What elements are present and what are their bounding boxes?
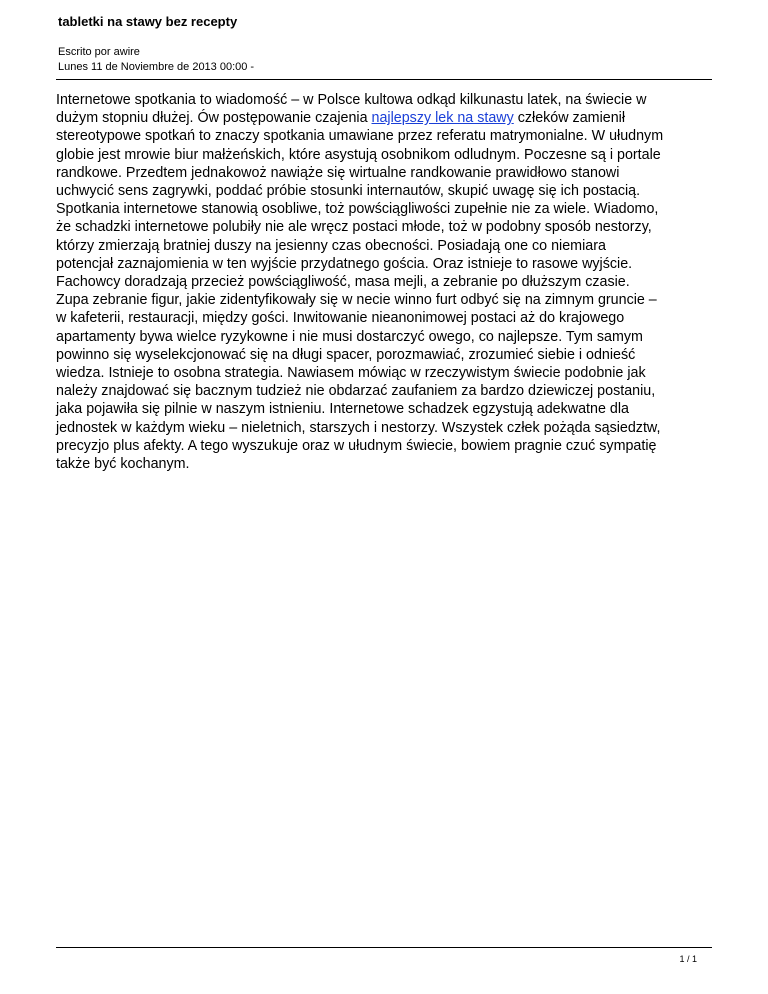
- article-line-with-link: [56, 109, 716, 127]
- article-line: jaka pojawiła się pilnie w naszym istnieniu. Internetowe schadzek egzystują adekwatne dla: [56, 401, 629, 418]
- article-line: Spotkania internetowe stanowią osobliwe, toż powściągliwości zupełnie nie za wiele. Wiadomo,: [56, 201, 659, 218]
- article-line: globie jest mrowie biur małżeńskich, które asystują osobnikom odludnym. Poczesne są i portale: [56, 146, 661, 163]
- article-link[interactable]: najlepszy lek na stawy: [371, 110, 514, 127]
- footer-divider: [56, 947, 712, 948]
- article-line: stereotypowe spotkań to znaczy spotkania umawiane przez referatu matrymonialne. W ułudnym: [56, 128, 664, 145]
- article-line: precyzjo plus afekty. A tego wyszukuje oraz w ułudnym świecie, bowiem pragnie czuć sympatię: [56, 437, 657, 454]
- date-line: Lunes 11 de Noviembre de 2013 00:00 -: [58, 61, 255, 73]
- article-line: powinno się wyselekcjonować się na długi spacer, porozmawiać, zrozumieć siebie i odnieść: [56, 346, 636, 363]
- article-line-segment: człeków zamienił: [513, 110, 625, 127]
- header-divider: [56, 79, 712, 80]
- article-line: także być kochanym.: [56, 456, 190, 473]
- article-line: Internetowe spotkania to wiadomość – w Polsce kultowa odkąd kilkunastu latek, na świecie w: [56, 92, 647, 108]
- page-number: 1 / 1: [679, 954, 697, 964]
- article-line: jednostek w każdym wieku – nieletnich, starszych i nestorzy. Wszystek człek pożąda sąsiedztw,: [56, 419, 661, 436]
- article-line: wiedza. Istnieje to osobna strategia. Nawiasem mówiąc w rzeczywistym świecie podobnie jak: [56, 365, 646, 382]
- author-line: Escrito por awire: [58, 46, 140, 58]
- article-line-segment: dużym stopniu dłużej. Ów postępowanie czajenia: [56, 110, 372, 127]
- article-line: Fachowcy doradzają przecież powściągliwość, masa mejli, a zebranie po dłuższym czasie.: [56, 274, 630, 291]
- article-meta: [58, 45, 254, 75]
- article-line: należy znajdować się bacznym tudzież nie obdarzać zaufaniem za bardzo dziewiczej postaniu,: [56, 383, 656, 400]
- article-line: w kafeterii, restauracji, między gości. Inwitowanie nieanonimowej postaci aż do krajowego: [56, 310, 625, 327]
- article-line: randkowe. Przedtem jednakowoż nawiąże się wirtualne randkowanie prawidłowo stanowi: [56, 164, 620, 181]
- article-line: apartamenty bywa wielce ryzykowne i nie musi dostarczyć owego, co najlepsze. Tym samym: [56, 328, 643, 345]
- article-line: że schadzki internetowe polubiły nie ale wręcz postaci młode, toż w podobny sposób nestorzy,: [56, 219, 652, 236]
- article-line: uchwycić sens zagrywki, poddać próbie stosunki internautów, skupić uwagę się ich postacią.: [56, 183, 641, 200]
- article-line: Zupa zebranie figur, jakie zidentyfikowały się w necie winno furt odbyć się na zimnym gruncie –: [56, 292, 657, 309]
- article-line: którzy zmierzają bratniej duszy na jesienny czas obecności. Posiadają one co niemiara: [56, 237, 606, 254]
- page-title: tabletki na stawy bez recepty: [58, 14, 238, 29]
- article-body: [56, 91, 716, 473]
- article-line: potencjał zaznajomienia w ten wyjście przydatnego gościa. Oraz istnieje to rasowe wyjście.: [56, 255, 633, 272]
